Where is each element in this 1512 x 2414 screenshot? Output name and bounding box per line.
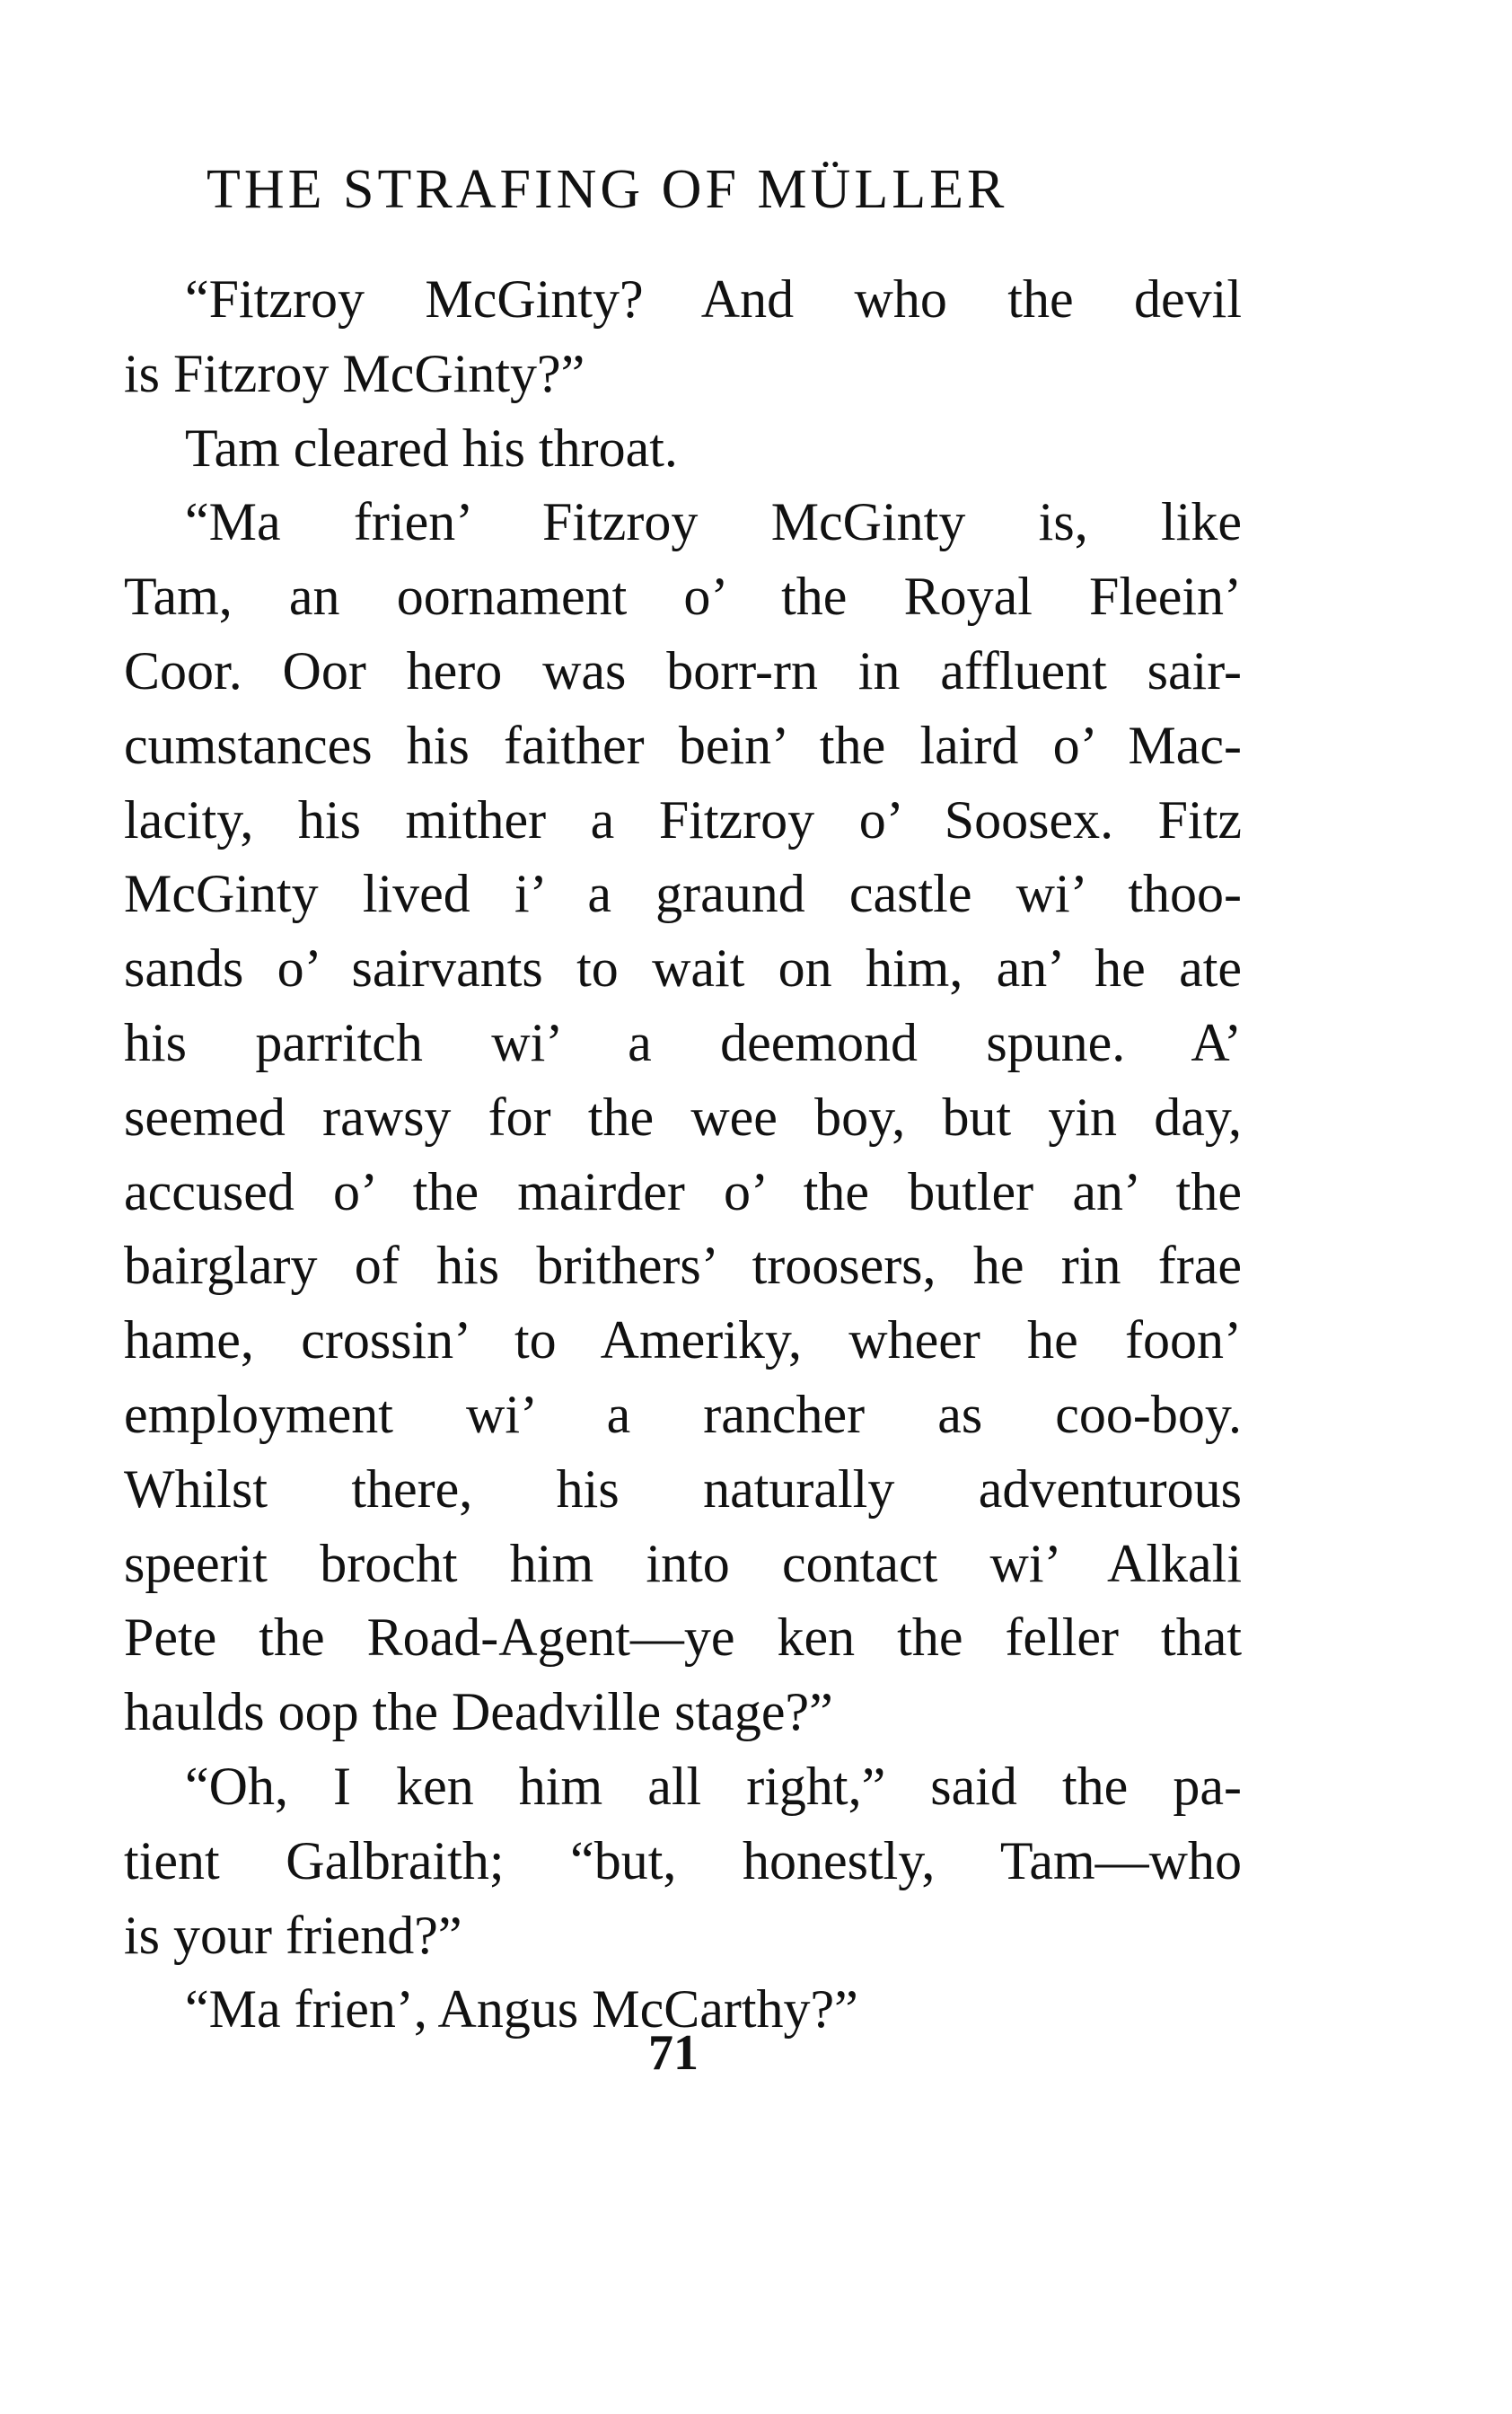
running-head: THE STRAFING OF MÜLLER [207,159,1008,220]
text-line: seemed rawsy for the wee boy, but yin day, [124,1087,1242,1147]
text-line: “Fitzroy McGinty? And who the devil [185,269,1242,329]
text-line: lacity, his mither a Fitzroy o’ Soosex. Fitz [124,789,1242,850]
text-line: “Ma frien’, Angus McCarthy?” [185,1979,858,2040]
text-line: Coor. Oor hero was borr-rn in affluent sair- [124,640,1242,700]
text-line: sands o’ sairvants to wait on him, an’ he ate [124,938,1242,999]
text-line: is your friend?” [124,1905,462,1965]
text-line: accused o’ the mairder o’ the butler an’ the [124,1161,1242,1221]
text-line: bairglary of his brithers’ troosers, he rin frae [124,1236,1242,1296]
text-line: “Oh, I ken him all right,” said the pa- [185,1756,1242,1816]
page-number: 71 [648,2025,699,2081]
text-line: cumstances his faither bein’ the laird o’ Mac- [124,715,1242,775]
text-line: Pete the Road-Agent—ye ken the feller that [124,1608,1242,1668]
text-line: employment wi’ a rancher as coo-boy. [124,1384,1242,1444]
text-line: tient Galbraith; “but, honestly, Tam—who [124,1830,1242,1890]
text-line: McGinty lived i’ a graund castle wi’ thoo- [124,864,1242,924]
text-line: is Fitzroy McGinty?” [124,343,585,403]
text-line: Tam, an oornament o’ the Royal Fleein’ [124,567,1242,627]
text-line: his parritch wi’ a deemond spune. A’ [124,1012,1242,1072]
text-line: hame, crossin’ to Ameriky, wheer he foon’ [124,1310,1242,1370]
text-line: “Ma frien’ Fitzroy McGinty is, like [185,492,1242,552]
text-line: haulds oop the Deadville stage?” [124,1682,833,1742]
text-line: speerit brocht him into contact wi’ Alkali [124,1533,1242,1593]
text-line: Whilst there, his naturally adventurous [124,1458,1242,1519]
body-text [124,262,1242,2047]
text-line: Tam cleared his throat. [185,418,678,478]
